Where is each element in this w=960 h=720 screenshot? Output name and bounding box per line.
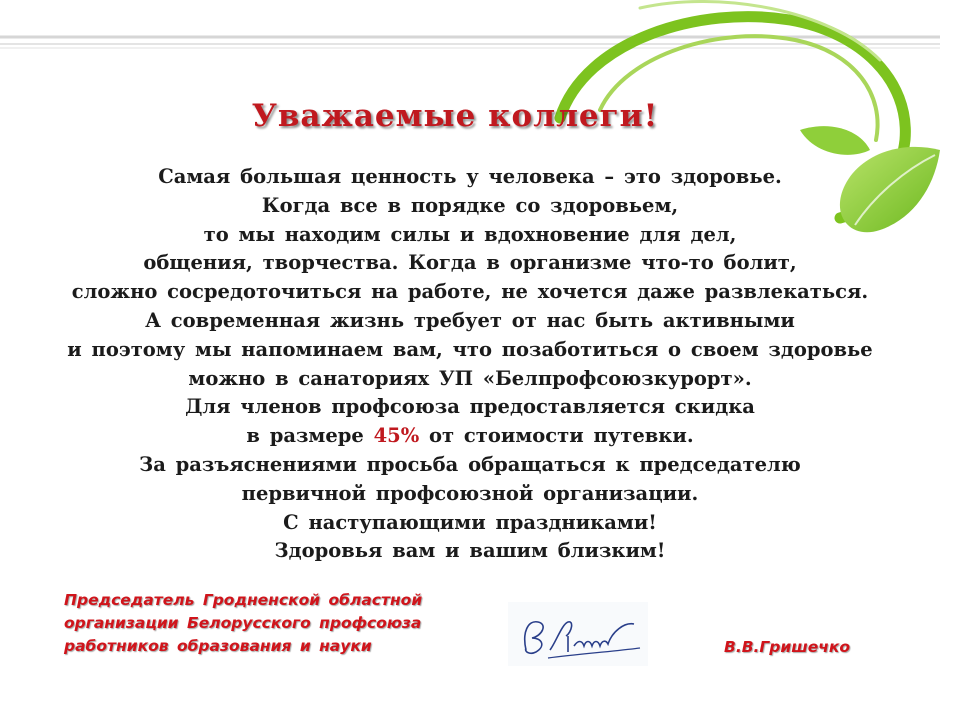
- greeting-line: Здоровья вам и вашим близким!: [274, 539, 666, 563]
- body-line: За разъяснениями просьба обращаться к председателю: [139, 452, 801, 476]
- body-line: первичной профсоюзной организации.: [241, 481, 699, 505]
- discount-line: [20, 422, 920, 451]
- greeting-line: С наступающими праздниками!: [283, 510, 657, 534]
- body-line: можно в санаториях УП «Белпрофсоюзкурорт».: [188, 366, 752, 390]
- body-line: Самая большая ценность у человека – это здоровье.: [158, 165, 782, 188]
- discount-suffix: от стоимости путевки.: [419, 424, 694, 448]
- body-line: Когда все в порядке со здоровьем,: [261, 193, 679, 217]
- body-line: сложно сосредоточиться на работе, не хочется даже развлекаться.: [71, 280, 869, 304]
- letter-body: [20, 163, 920, 566]
- body-line: и поэтому мы напоминаем вам, что позаботиться о своем здоровье: [67, 337, 873, 361]
- signer-name: В.В.Гришечко: [724, 638, 851, 656]
- body-line: то мы находим силы и вдохновение для дел,: [203, 222, 737, 246]
- signer-title-line: организации Белорусского профсоюза: [64, 614, 422, 632]
- signer-title-line: работников образования и науки: [64, 637, 372, 655]
- handwritten-signature: [508, 602, 648, 666]
- signer-title-line: Председатель Гродненской областной: [64, 591, 423, 609]
- discount-prefix: в размере: [246, 424, 374, 448]
- body-line: А современная жизнь требует от нас быть активными: [145, 308, 795, 332]
- body-line: Для членов профсоюза предоставляется скидка: [185, 395, 755, 419]
- body-line: общения, творчества. Когда в организме что-то болит,: [143, 251, 797, 275]
- page-title: Уважаемые коллеги!: [251, 98, 659, 134]
- discount-value: 45%: [373, 424, 420, 448]
- signer-title: [64, 589, 422, 658]
